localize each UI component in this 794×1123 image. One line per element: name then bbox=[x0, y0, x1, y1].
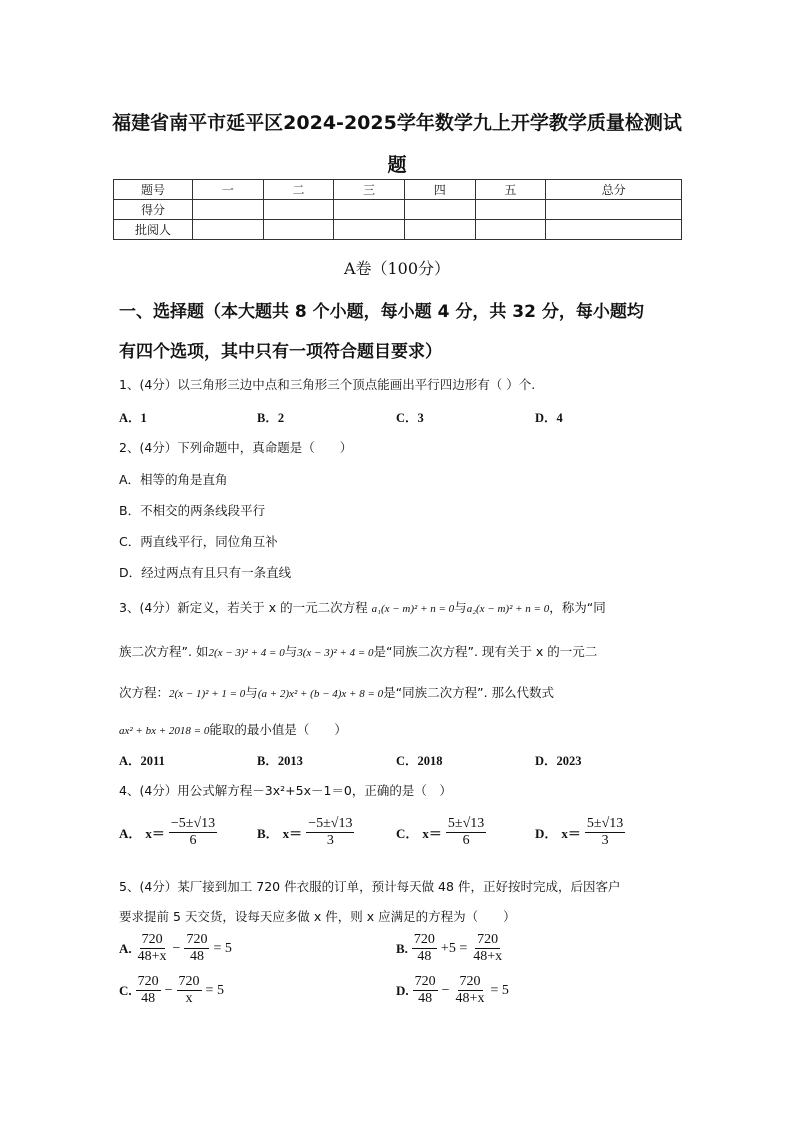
fraction bbox=[177, 974, 202, 1007]
exam-title-line1: 福建省南平市延平区2024-2025学年数学九上开学教学质量检测试 bbox=[112, 112, 682, 134]
numerator: 5±√13 bbox=[446, 816, 486, 833]
q1-option-a: A．1 bbox=[119, 411, 147, 425]
option-label: B． bbox=[257, 826, 279, 842]
equation-rest: = 5 bbox=[490, 982, 509, 998]
numerator: 720 bbox=[475, 932, 500, 949]
score-cell: 二 bbox=[263, 180, 334, 200]
denominator: 48+x bbox=[455, 991, 485, 1007]
score-cell: 五 bbox=[475, 180, 546, 200]
option-label: B. bbox=[396, 940, 408, 956]
section-heading-line1: 一、选择题（本大题共 8 个小题，每小题 4 分，共 32 分，每小题均 bbox=[119, 302, 644, 322]
denominator: 6 bbox=[462, 833, 470, 849]
numerator: 5±√13 bbox=[585, 816, 625, 833]
q3-option-c: C．2018 bbox=[396, 754, 443, 768]
denominator: 48 bbox=[418, 991, 433, 1007]
score-cell bbox=[193, 220, 264, 240]
q2-option-c: C．两直线平行，同位角互补 bbox=[119, 534, 278, 549]
fraction bbox=[136, 932, 169, 965]
option-lhs: x＝ bbox=[561, 826, 581, 842]
denominator: x bbox=[185, 991, 193, 1007]
fraction bbox=[412, 932, 437, 965]
q3-text: 3、(4分）新定义，若关于 x 的一元二次方程 bbox=[119, 600, 368, 615]
option-label: D． bbox=[535, 826, 558, 842]
q3-equation: a₂(x − m)² + n = 0 bbox=[466, 603, 550, 615]
q3-equation: (a + 2)x² + (b − 4)x + 8 = 0 bbox=[257, 688, 384, 700]
q1-option-b: B．2 bbox=[257, 411, 285, 425]
score-cell bbox=[475, 220, 546, 240]
q4-option-b bbox=[257, 816, 354, 849]
question-2-stem: 2、(4分）下列命题中，真命题是（ ） bbox=[119, 440, 353, 455]
q3-option-b: B．2013 bbox=[257, 754, 303, 768]
q3-text: 与 bbox=[245, 685, 258, 700]
q3-option-d: D．2023 bbox=[535, 754, 582, 768]
score-cell: 三 bbox=[334, 180, 405, 200]
q2-option-d: D．经过两点有且只有一条直线 bbox=[119, 565, 292, 580]
volume-label: A卷（100分） bbox=[343, 259, 451, 278]
option-lhs: x＝ bbox=[282, 826, 303, 842]
question-3-line2 bbox=[119, 642, 597, 660]
equation-rest: = 5 bbox=[213, 940, 232, 956]
fraction bbox=[413, 974, 438, 1007]
denominator: 48 bbox=[141, 991, 156, 1007]
question-1-stem: 1、(4分）以三角形三边中点和三角形三个顶点能画出平行四边形有（ ）个. bbox=[119, 377, 536, 392]
q3-text: 与 bbox=[284, 644, 298, 659]
numerator: −5±√13 bbox=[169, 816, 217, 833]
score-cell bbox=[334, 200, 405, 220]
q3-option-a: A．2011 bbox=[119, 754, 165, 768]
question-3-line1 bbox=[119, 598, 606, 616]
denominator: 48+x bbox=[473, 949, 503, 965]
denominator: 3 bbox=[601, 833, 609, 849]
q3-equation: 3(x − 3)² + 4 = 0 bbox=[297, 647, 374, 659]
fraction bbox=[446, 816, 486, 849]
score-cell bbox=[263, 200, 334, 220]
option-label: C． bbox=[396, 826, 419, 842]
question-4-stem: 4、(4分）用公式解方程－3x²+5x－1＝0，正确的是（ ） bbox=[119, 783, 452, 798]
score-cell bbox=[193, 200, 264, 220]
operator: − bbox=[164, 982, 173, 998]
section-heading-line2: 有四个选项，其中只有一项符合题目要求） bbox=[119, 342, 442, 362]
score-cell: 四 bbox=[404, 180, 475, 200]
q3-equation: a₁(x − m)² + n = 0 bbox=[371, 603, 455, 615]
score-table bbox=[113, 179, 682, 240]
numerator: 720 bbox=[458, 974, 483, 991]
denominator: 48+x bbox=[137, 949, 167, 965]
numerator: 720 bbox=[413, 974, 438, 991]
q4-option-c bbox=[396, 816, 486, 849]
fraction bbox=[184, 932, 209, 965]
score-cell bbox=[404, 220, 475, 240]
score-cell bbox=[546, 220, 682, 240]
q3-text: 族二次方程”. 如 bbox=[119, 644, 209, 659]
score-table-row bbox=[114, 200, 682, 220]
score-cell: 批阅人 bbox=[114, 220, 193, 240]
score-cell bbox=[334, 220, 405, 240]
score-cell: 得分 bbox=[114, 200, 193, 220]
question-5-stem-line2: 要求提前 5 天交货，设每天应多做 x 件，则 x 应满足的方程为（ ） bbox=[119, 909, 516, 924]
q1-option-d: D．4 bbox=[535, 411, 563, 425]
q2-option-b: B．不相交的两条线段平行 bbox=[119, 503, 266, 518]
score-cell bbox=[263, 220, 334, 240]
numerator: 720 bbox=[177, 974, 202, 991]
numerator: 720 bbox=[184, 932, 209, 949]
equation-rest: = 5 bbox=[205, 982, 224, 998]
q3-equation: 2(x − 3)² + 4 = 0 bbox=[208, 647, 285, 659]
numerator: 720 bbox=[136, 974, 161, 991]
score-cell bbox=[475, 200, 546, 220]
numerator: 720 bbox=[412, 932, 437, 949]
operator: +5 = bbox=[440, 940, 468, 956]
question-5-stem-line1: 5、(4分）某厂接到加工 720 件衣服的订单，预计每天做 48 件，正好按时完成，后因客户 bbox=[119, 879, 621, 894]
option-label: A. bbox=[119, 940, 132, 956]
q3-text: 是“同族二次方程”. 现有关于 x 的一元二 bbox=[373, 644, 598, 659]
denominator: 48 bbox=[189, 949, 204, 965]
q5-option-d bbox=[396, 974, 509, 1007]
numerator: 720 bbox=[140, 932, 165, 949]
numerator: −5±√13 bbox=[306, 816, 354, 833]
score-table-header-row bbox=[114, 180, 682, 200]
q3-text: ，称为“同 bbox=[549, 600, 606, 615]
score-table-row bbox=[114, 220, 682, 240]
option-label: C. bbox=[119, 982, 132, 998]
score-cell bbox=[404, 200, 475, 220]
exam-title-line2: 题 bbox=[387, 154, 407, 176]
question-3-line4 bbox=[119, 720, 347, 738]
q3-text: 能取的最小值是（ ） bbox=[209, 722, 347, 737]
q5-option-c bbox=[119, 974, 224, 1007]
denominator: 3 bbox=[326, 833, 334, 849]
option-lhs: x＝ bbox=[422, 826, 442, 842]
fraction bbox=[306, 816, 354, 849]
q5-option-a bbox=[119, 932, 232, 965]
fraction bbox=[471, 932, 504, 965]
option-lhs: x＝ bbox=[145, 826, 165, 842]
score-cell: 一 bbox=[193, 180, 264, 200]
question-3-line3 bbox=[119, 683, 554, 701]
fraction bbox=[136, 974, 161, 1007]
q5-option-b bbox=[396, 932, 508, 965]
option-label: D. bbox=[396, 982, 409, 998]
option-label: A． bbox=[119, 826, 142, 842]
operator: − bbox=[441, 982, 450, 998]
denominator: 6 bbox=[189, 833, 197, 849]
q4-option-d bbox=[535, 816, 625, 849]
q3-equation: 2(x − 1)² + 1 = 0 bbox=[169, 688, 246, 700]
q3-equation: ax² + bx + 2018 = 0 bbox=[119, 725, 210, 737]
operator: − bbox=[172, 940, 181, 956]
q4-option-a bbox=[119, 816, 217, 849]
denominator: 48 bbox=[417, 949, 432, 965]
q3-text: 与 bbox=[454, 600, 467, 615]
score-cell bbox=[546, 200, 682, 220]
score-cell: 题号 bbox=[114, 180, 193, 200]
q1-option-c: C．3 bbox=[396, 411, 424, 425]
score-cell: 总分 bbox=[546, 180, 682, 200]
fraction bbox=[585, 816, 625, 849]
q2-option-a: A．相等的角是直角 bbox=[119, 472, 228, 487]
q3-text: 是“同族二次方程”. 那么代数式 bbox=[383, 685, 555, 700]
q3-text: 次方程： bbox=[119, 685, 170, 700]
fraction bbox=[169, 816, 217, 849]
fraction bbox=[454, 974, 487, 1007]
